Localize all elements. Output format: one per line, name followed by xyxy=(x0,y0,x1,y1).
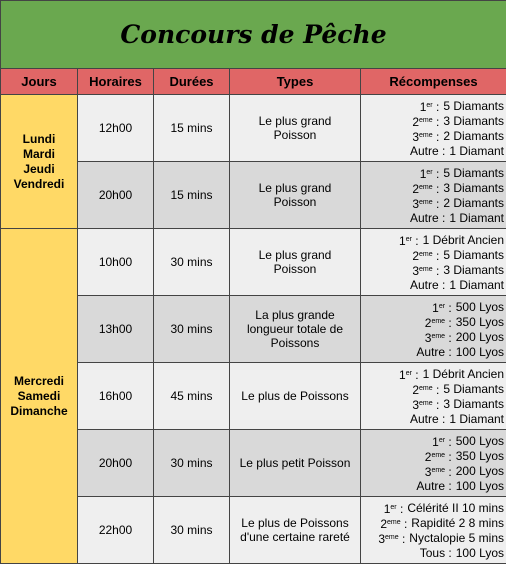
reward-colon: : xyxy=(432,397,440,412)
reward-rank-number: 2 xyxy=(424,449,432,464)
reward-line xyxy=(361,248,504,263)
header-durees: Durées xyxy=(154,69,230,95)
reward-line xyxy=(361,196,504,211)
reward-colon: : xyxy=(445,434,452,449)
days-cell xyxy=(1,229,78,564)
time-cell: 12h00 xyxy=(78,95,154,162)
reward-colon: : xyxy=(445,478,452,493)
reward-rank xyxy=(420,546,456,560)
reward-rank-number: 3 xyxy=(412,397,420,412)
time-cell: 20h00 xyxy=(78,430,154,497)
reward-rank-suffix: er xyxy=(438,436,446,444)
type-text: La plus grande longueur totale de Poissons xyxy=(246,308,344,350)
reward-line xyxy=(361,345,504,359)
table-row xyxy=(1,95,506,162)
type-cell xyxy=(230,296,361,363)
duration-cell: 30 mins xyxy=(154,296,230,363)
reward-colon: : xyxy=(445,449,452,464)
reward-line xyxy=(361,129,504,144)
time-cell: 10h00 xyxy=(78,229,154,296)
reward-rank-suffix: eme xyxy=(431,451,446,459)
reward-value: 1 Diamant xyxy=(449,143,505,158)
reward-value: 3 Diamants xyxy=(443,113,505,128)
reward-rank-number: Autre xyxy=(416,478,446,493)
reward-rank xyxy=(380,516,411,531)
reward-value: 5 Diamants xyxy=(443,381,505,396)
reward-value: 2 Diamants xyxy=(443,128,505,143)
day-label: Lundi xyxy=(22,131,56,146)
reward-rank xyxy=(425,315,456,330)
reward-colon: : xyxy=(411,367,419,382)
reward-rank-suffix: er xyxy=(426,101,433,109)
reward-rank-suffix: er xyxy=(438,302,446,310)
reward-rank-number: Autre xyxy=(409,210,439,225)
reward-rank-suffix: er xyxy=(405,369,412,377)
reward-value: 200 Lyos xyxy=(455,463,505,478)
time-cell: 22h00 xyxy=(78,497,154,564)
reward-colon: : xyxy=(438,210,446,225)
reward-rank-suffix: eme xyxy=(387,518,401,526)
reward-line xyxy=(361,397,504,412)
reward-rank-number: 2 xyxy=(412,181,420,196)
type-cell xyxy=(230,497,361,564)
reward-rank-number: 3 xyxy=(412,129,420,144)
type-cell xyxy=(230,162,361,229)
time-cell: 20h00 xyxy=(78,162,154,229)
reward-line xyxy=(361,211,504,225)
day-label: Dimanche xyxy=(10,403,68,418)
reward-rank xyxy=(410,144,449,158)
reward-rank xyxy=(399,367,423,382)
reward-colon: : xyxy=(396,501,404,516)
reward-rank xyxy=(425,330,456,345)
reward-rank-number: 2 xyxy=(424,315,432,330)
reward-rank-number: 1 xyxy=(419,166,427,181)
reward-rank xyxy=(416,479,455,493)
duration-cell: 45 mins xyxy=(154,363,230,430)
table-row xyxy=(1,229,506,296)
reward-rank xyxy=(410,278,449,292)
reward-value: 2 Diamants xyxy=(443,195,505,210)
page-title: Concours de Pêche xyxy=(1,1,506,69)
reward-rank xyxy=(412,196,443,211)
reward-colon: : xyxy=(432,129,440,144)
duration-cell: 30 mins xyxy=(154,430,230,497)
reward-value: 350 Lyos xyxy=(455,314,505,329)
reward-value: 1 Diamant xyxy=(449,411,505,426)
reward-rank-number: 2 xyxy=(412,114,420,129)
reward-rank-suffix: eme xyxy=(431,317,446,325)
reward-rank xyxy=(378,531,409,546)
reward-rank-number: Autre xyxy=(409,411,439,426)
reward-rank-suffix: eme xyxy=(419,131,433,139)
reward-colon: : xyxy=(400,516,408,531)
reward-rank-suffix: eme xyxy=(431,332,446,340)
reward-rank-number: 3 xyxy=(424,464,432,479)
reward-rank-suffix: eme xyxy=(419,198,433,206)
reward-rank-number: 1 xyxy=(399,367,406,382)
reward-rank-number: 1 xyxy=(419,99,427,114)
reward-value: 100 Lyos xyxy=(455,545,505,560)
reward-colon: : xyxy=(445,315,452,330)
reward-colon: : xyxy=(445,344,452,359)
reward-rank-suffix: eme xyxy=(419,265,433,273)
header-horaires: Horaires xyxy=(78,69,154,95)
reward-value: 5 Diamants xyxy=(443,165,505,180)
reward-rank-suffix: eme xyxy=(419,399,433,407)
reward-line xyxy=(361,434,504,449)
reward-colon: : xyxy=(445,464,452,479)
header-recompenses: Récompenses xyxy=(361,69,506,95)
reward-value: 500 Lyos xyxy=(455,433,505,448)
reward-rank xyxy=(432,434,456,449)
reward-rank xyxy=(412,181,443,196)
reward-colon: : xyxy=(432,99,440,114)
reward-rank-number: Autre xyxy=(416,344,446,359)
reward-value: 1 Diamant xyxy=(449,210,505,225)
reward-rank xyxy=(410,412,449,426)
duration-cell: 15 mins xyxy=(154,162,230,229)
type-cell xyxy=(230,430,361,497)
reward-colon: : xyxy=(432,382,440,397)
reward-rank xyxy=(412,263,443,278)
rewards-cell xyxy=(361,95,506,162)
reward-value: 3 Diamants xyxy=(443,180,505,195)
reward-rank-suffix: eme xyxy=(419,384,433,392)
reward-rank-number: 1 xyxy=(383,501,391,516)
reward-colon: : xyxy=(432,181,440,196)
reward-value: 1 Diamant xyxy=(449,277,505,292)
reward-rank-suffix: eme xyxy=(419,183,433,191)
reward-rank xyxy=(412,382,443,397)
reward-rank-number: Tous xyxy=(419,545,446,560)
reward-rank xyxy=(399,233,423,248)
reward-rank-number: Autre xyxy=(409,143,439,158)
reward-rank-number: 3 xyxy=(424,330,432,345)
type-text: Le plus grand Poisson xyxy=(258,181,332,209)
reward-line xyxy=(361,144,504,158)
reward-line xyxy=(361,233,504,248)
reward-line xyxy=(361,367,504,382)
reward-rank-suffix: er xyxy=(405,235,412,243)
reward-rank-suffix: er xyxy=(426,168,433,176)
time-cell: 16h00 xyxy=(78,363,154,430)
reward-colon: : xyxy=(411,233,419,248)
type-text: Le plus grand Poisson xyxy=(258,248,332,276)
reward-line xyxy=(361,449,504,464)
header-types: Types xyxy=(230,69,361,95)
time-cell: 13h00 xyxy=(78,296,154,363)
reward-value: 1 Débrit Ancien xyxy=(422,232,505,247)
reward-rank xyxy=(412,248,443,263)
reward-line xyxy=(361,531,504,546)
reward-line xyxy=(361,330,504,345)
reward-value: 350 Lyos xyxy=(455,448,505,463)
reward-colon: : xyxy=(438,277,446,292)
reward-rank-suffix: eme xyxy=(431,466,446,474)
reward-rank-suffix: eme xyxy=(419,250,433,258)
reward-rank-number: 2 xyxy=(412,382,420,397)
reward-rank-number: 2 xyxy=(380,516,387,531)
reward-colon: : xyxy=(438,143,446,158)
reward-colon: : xyxy=(445,330,452,345)
reward-rank-suffix: er xyxy=(390,503,397,511)
reward-rank xyxy=(412,114,443,129)
reward-rank xyxy=(412,129,443,144)
type-cell xyxy=(230,95,361,162)
reward-colon: : xyxy=(432,248,440,263)
reward-rank xyxy=(432,300,456,315)
reward-rank-number: 1 xyxy=(399,233,406,248)
reward-rank-number: 1 xyxy=(432,300,439,315)
reward-colon: : xyxy=(438,411,446,426)
reward-rank-number: 3 xyxy=(378,531,385,546)
reward-value: 100 Lyos xyxy=(455,344,505,359)
reward-rank xyxy=(410,211,449,225)
reward-line xyxy=(361,263,504,278)
rewards-cell xyxy=(361,296,506,363)
days-cell xyxy=(1,95,78,229)
type-cell xyxy=(230,229,361,296)
reward-rank xyxy=(416,345,455,359)
reward-rank-number: 1 xyxy=(432,434,439,449)
type-cell xyxy=(230,363,361,430)
reward-colon: : xyxy=(398,531,406,546)
reward-rank xyxy=(384,501,408,516)
reward-line xyxy=(361,99,504,114)
reward-value: 3 Diamants xyxy=(443,262,505,277)
reward-line xyxy=(361,114,504,129)
duration-cell: 15 mins xyxy=(154,95,230,162)
reward-rank xyxy=(420,99,444,114)
reward-line xyxy=(361,382,504,397)
day-label: Vendredi xyxy=(13,176,65,191)
reward-value: 5 Diamants xyxy=(443,98,505,113)
duration-cell: 30 mins xyxy=(154,229,230,296)
day-label: Mercredi xyxy=(13,373,65,388)
duration-cell: 30 mins xyxy=(154,497,230,564)
header-jours: Jours xyxy=(1,69,78,95)
reward-value: Rapidité 2 8 mins xyxy=(411,515,505,530)
reward-colon: : xyxy=(432,166,440,181)
type-text: Le plus de Poissons xyxy=(241,389,349,403)
type-text: Le plus grand Poisson xyxy=(258,114,332,142)
reward-colon: : xyxy=(432,196,440,211)
reward-rank-suffix: eme xyxy=(385,533,399,541)
reward-rank-number: Autre xyxy=(409,277,439,292)
reward-rank-number: 3 xyxy=(412,263,420,278)
reward-colon: : xyxy=(432,263,440,278)
type-text: Le plus de Poissons d'une certaine rareté xyxy=(240,516,350,544)
reward-line xyxy=(361,181,504,196)
day-label: Samedi xyxy=(17,388,61,403)
reward-rank xyxy=(425,449,456,464)
day-label: Jeudi xyxy=(23,161,55,176)
reward-value: 5 Diamants xyxy=(443,247,505,262)
rewards-cell xyxy=(361,497,506,564)
rewards-cell xyxy=(361,162,506,229)
reward-rank xyxy=(425,464,456,479)
reward-value: Nyctalopie 5 mins xyxy=(409,530,505,545)
reward-line xyxy=(361,479,504,493)
reward-line xyxy=(361,546,504,560)
type-text: Le plus petit Poisson xyxy=(239,456,351,470)
reward-rank-number: 2 xyxy=(412,248,420,263)
reward-value: 500 Lyos xyxy=(455,299,505,314)
reward-value: 200 Lyos xyxy=(455,329,505,344)
reward-rank-suffix: eme xyxy=(419,116,433,124)
day-label: Mardi xyxy=(22,146,55,161)
rewards-cell xyxy=(361,430,506,497)
reward-line xyxy=(361,501,504,516)
reward-colon: : xyxy=(432,114,440,129)
reward-colon: : xyxy=(445,300,452,315)
reward-colon: : xyxy=(445,545,452,560)
reward-rank-number: 3 xyxy=(412,196,420,211)
reward-value: 100 Lyos xyxy=(455,478,505,493)
reward-value: Célérité II 10 mins xyxy=(407,500,505,515)
reward-value: 3 Diamants xyxy=(443,396,505,411)
reward-line xyxy=(361,516,504,531)
reward-line xyxy=(361,412,504,426)
rewards-cell xyxy=(361,229,506,296)
rewards-cell xyxy=(361,363,506,430)
reward-line xyxy=(361,300,504,315)
reward-line xyxy=(361,315,504,330)
reward-rank xyxy=(420,166,444,181)
reward-line xyxy=(361,166,504,181)
reward-line xyxy=(361,278,504,292)
reward-rank xyxy=(412,397,443,412)
reward-value: 1 Débrit Ancien xyxy=(422,366,505,381)
reward-line xyxy=(361,464,504,479)
header-row xyxy=(1,69,506,95)
